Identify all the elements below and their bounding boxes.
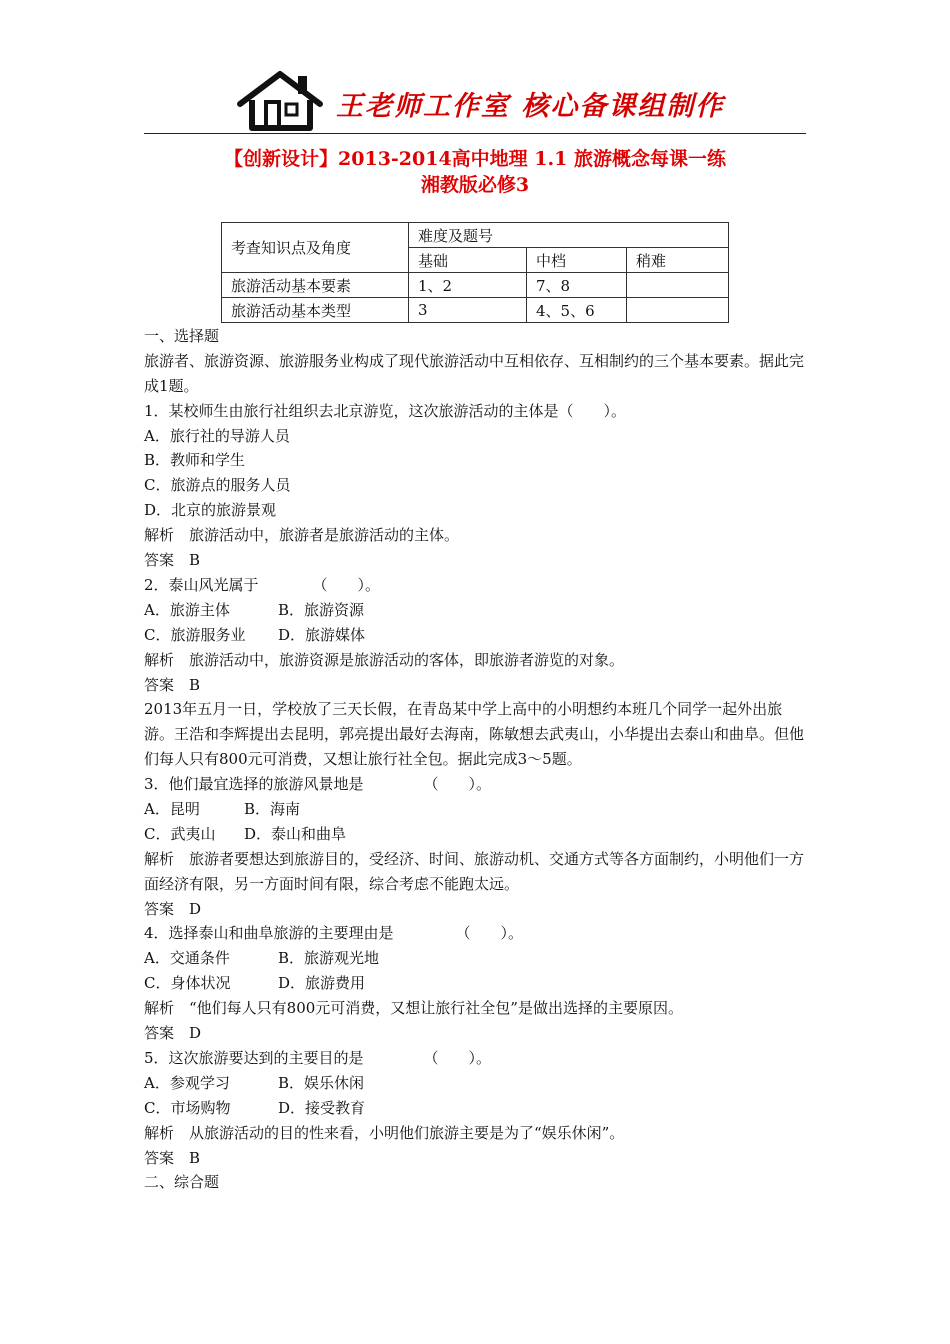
answer: 答案 B — [144, 1148, 201, 1167]
analysis: 解析 旅游者要想达到旅游目的，受经济、时间、旅游动机、交通方式等各方面制约，小明他们一方面经济有限，另一方面时间有限，综合考虑不能跑太远。 — [144, 849, 805, 893]
option: C．市场购物 — [144, 1098, 231, 1117]
stem-text: 2．泰山风光属于 — [144, 575, 259, 594]
option: B．教师和学生 — [144, 451, 246, 470]
option-row — [144, 971, 812, 996]
analysis: 解析 旅游活动中，旅游资源是旅游活动的客体，即旅游者游览的对象。 — [144, 650, 625, 669]
option: B．娱乐休闲 — [278, 1073, 365, 1092]
option: A．旅行社的导游人员 — [144, 426, 290, 445]
option: D．泰山和曲阜 — [244, 824, 347, 843]
table-row — [222, 298, 729, 323]
question-stem — [144, 573, 812, 598]
question-stem — [144, 921, 812, 946]
option: D．旅游媒体 — [278, 625, 366, 644]
table-cell-basic: 1、2 — [409, 273, 527, 298]
answer-blank: （ ）。 — [455, 924, 524, 943]
option: D．接受教育 — [278, 1098, 366, 1117]
table-level-hard: 稍难 — [627, 248, 729, 273]
option-row — [144, 623, 812, 648]
question-stem: 1．某校师生由旅行社组织去北京游览，这次旅游活动的主体是（ ）。 — [144, 401, 627, 420]
table-header-knowledge: 考查知识点及角度 — [222, 223, 409, 273]
intro-paragraph: 2013年五月一日，学校放了三天长假，在青岛某中学上高中的小明想约本班几个同学一起外出旅游。王浩和李辉提出去昆明，郭亮提出最好去海南，陈敏想去武夷山，小华提出去泰山和曲阜。但他们每人只有800元可消费，又想让旅行社全包。据此完成3～5题。 — [144, 700, 805, 769]
option-row — [144, 797, 812, 822]
table-cell-topic: 旅游活动基本类型 — [222, 298, 409, 323]
table-level-medium: 中档 — [527, 248, 627, 273]
option: C．身体状况 — [144, 974, 231, 993]
knowledge-table — [221, 222, 729, 323]
logo-text: 王老师工作室 核心备课组制作 — [336, 91, 725, 122]
option: A．昆明 — [144, 800, 200, 818]
option: A．参观学习 — [144, 1073, 230, 1092]
option: C．旅游点的服务人员 — [144, 476, 291, 495]
table-cell-medium: 7、8 — [527, 273, 627, 298]
table-cell-hard — [627, 273, 729, 298]
table-cell-hard — [627, 298, 729, 323]
header-divider — [144, 133, 806, 134]
option-row — [144, 822, 812, 847]
page-title: 【创新设计】2013-2014高中地理 1.1 旅游概念每课一练 — [224, 148, 726, 170]
table-cell-basic: 3 — [409, 298, 527, 323]
option: D．旅游费用 — [278, 974, 366, 993]
section-heading: 一、选择题 — [144, 327, 220, 345]
analysis: 解析 “他们每人只有800元可消费，又想让旅行社全包”是做出选择的主要原因。 — [144, 999, 683, 1018]
table-header-row — [222, 223, 729, 248]
stem-text: 5．这次旅游要达到的主要目的是 — [144, 1048, 364, 1067]
option: C．旅游服务业 — [144, 625, 246, 644]
question-stem — [144, 1046, 812, 1071]
option: A．交通条件 — [144, 949, 230, 968]
answer: 答案 D — [144, 1024, 202, 1043]
option-row — [144, 1071, 812, 1096]
table-header-difficulty: 难度及题号 — [409, 223, 729, 248]
answer: 答案 D — [144, 899, 202, 918]
intro-paragraph: 旅游者、旅游资源、旅游服务业构成了现代旅游活动中互相依存、互相制约的三个基本要素。据此完成1题。 — [144, 351, 805, 395]
table-row — [222, 273, 729, 298]
page-subtitle: 湘教版必修3 — [420, 174, 530, 196]
table-cell-medium: 4、5、6 — [527, 298, 627, 323]
document-body — [144, 324, 812, 1195]
house-icon — [236, 70, 328, 132]
option-row — [144, 1096, 812, 1121]
table-cell-topic: 旅游活动基本要素 — [222, 273, 409, 298]
option-row — [144, 946, 812, 971]
option-row — [144, 598, 812, 623]
answer: 答案 B — [144, 551, 201, 570]
analysis: 解析 旅游活动中，旅游者是旅游活动的主体。 — [144, 526, 460, 545]
option: D．北京的旅游景观 — [144, 501, 277, 520]
answer-blank: （ ）。 — [312, 575, 381, 594]
stem-text: 3．他们最宜选择的旅游风景地是 — [144, 775, 364, 794]
option: B．旅游资源 — [278, 600, 365, 619]
option: B．海南 — [244, 800, 301, 818]
option: A．旅游主体 — [144, 600, 230, 619]
answer: 答案 B — [144, 675, 201, 694]
question-stem — [144, 772, 812, 797]
option: B．旅游观光地 — [278, 949, 380, 968]
analysis: 解析 从旅游活动的目的性来看，小明他们旅游主要是为了“娱乐休闲”。 — [144, 1123, 625, 1142]
header-logo — [236, 70, 725, 132]
option: C．武夷山 — [144, 824, 216, 843]
section-heading: 二、综合题 — [144, 1173, 220, 1192]
answer-blank: （ ）。 — [423, 1048, 492, 1067]
stem-text: 4．选择泰山和曲阜旅游的主要理由是 — [144, 924, 394, 943]
table-level-basic: 基础 — [409, 248, 527, 273]
answer-blank: （ ）。 — [423, 775, 492, 794]
